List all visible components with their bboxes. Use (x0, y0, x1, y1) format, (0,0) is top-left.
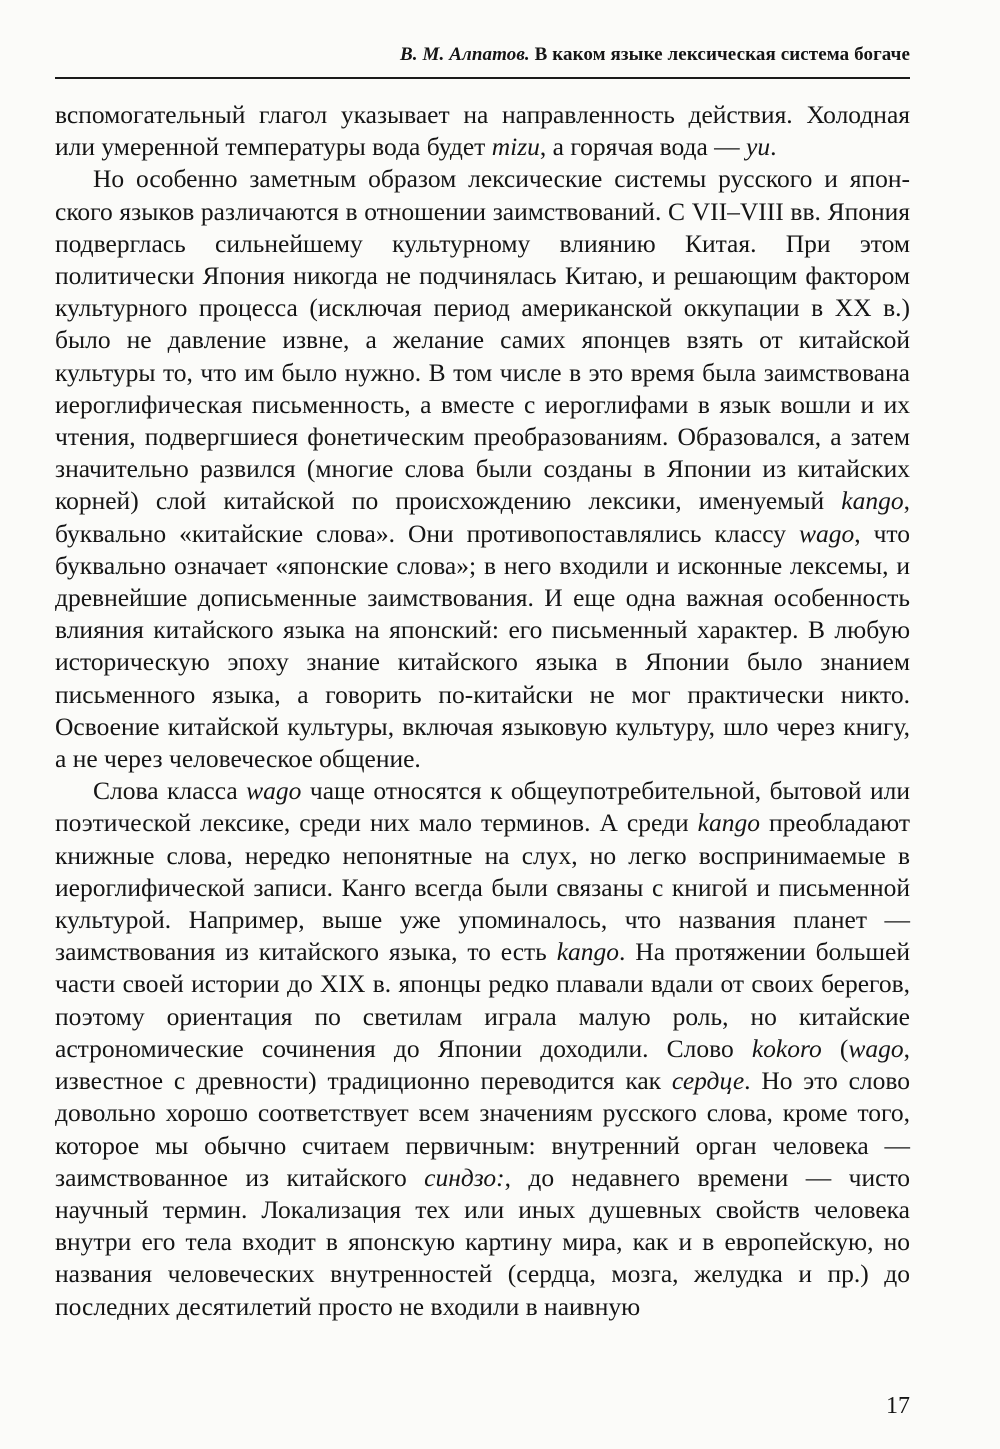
running-head-author: В. М. Алпатов. (400, 44, 530, 65)
italic-term: kango (697, 808, 760, 838)
text-run: вспомогательный глагол указывает на направленность действия. Холодная или умеренной температуры вода будет (55, 100, 910, 162)
body-text (55, 99, 910, 1323)
italic-term: сердце (671, 1066, 745, 1096)
paragraph (55, 99, 910, 163)
text-run: , что буквально означает «японские слова»; в него входили и исконные лексемы, и древнейшие дописьменные заимствования. И еще одна важная особенность влияния китайского языка на японский: его письменный характер. В любую историческую эпоху знание китайского языка в Японии было знанием письменного языка, а говорить по-китайски не мог практически никто. Освоение китайской культуры, включая языковую культуру, шло через книгу, а не через человеческое общение. (55, 518, 910, 774)
text-run: преобладают книжные слова, нередко непонятные на слух, но легко воспринимаемые в иероглифической записи. Канго всегда были связаны с книгой и письменной культурой. Например, выше уже упоминалось, что названия планет — заимствования из китайского языка, то есть (55, 808, 910, 967)
running-head (400, 44, 910, 66)
italic-term: kango (841, 486, 904, 516)
text-run: чаще относятся к общеупотребительной, бытовой или поэтической лексике, среди них мало терминов. А среди (55, 776, 910, 838)
italic-term: wago (848, 1033, 904, 1063)
text-run: Но особенно заметным образом лексические системы русского и японского языков различаются в отношении заимствований. С VII–VIII вв. Япония подверглась сильнейшему культурному влиянию Китая. При этом политически Япония никогда не подчинялась Китаю, и решающим фактором культурного процесса (исключая период американской оккупации в XX в.) было не давление извне, а желание самих японцев взять от китайской культуры то, что им было нужно. В том числе в это время была заимствована иероглифическая письменность, а вместе с иероглифами в язык вошли и их чтения, подвергшиеся фонетическим преобразованиям. Образовался, а затем значительно развился (многие слова были созданы в Японии из китайских корней) слой китайской по происхождению лексики, именуемый (55, 164, 910, 516)
text-run: , известное с древности) традиционно переводится как (55, 1033, 910, 1096)
italic-term: wago (798, 518, 855, 548)
running-head-title: В каком языке лексическая система богаче (534, 44, 910, 65)
page-number: 17 (886, 1393, 910, 1419)
text-run: , буквально «китайские слова». Они противопоставлялись классу (55, 486, 910, 548)
text-run: . Но это слово довольно хорошо соответствует всем значениям русского слова, кроме того, которое мы обычно считаем первичным: внутренний орган человека — заимствованное из китайского (55, 1066, 911, 1192)
italic-term: kokoro (751, 1033, 822, 1063)
text-run: , до недавнего времени — чисто научный термин. Локализация тех или иных душевных свойств человека внутри его тела входит в японскую картину мира, как и в европейскую, но названия человеческих внутренностей (сердца, мозга, желудка и пр.) до последних десятилетий просто не входили в наивную (55, 1162, 911, 1321)
text-run: . На протяжении большей части своей истории до XIX в. японцы редко плавали вдали от своих берегов, поэтому ориентация по светилам играла малую роль, но китайские астрономические сочинения до Японии доходили. Слово (55, 937, 910, 1063)
paragraph (55, 775, 910, 1322)
italic-term: kango (556, 937, 620, 967)
italic-term: wago (246, 776, 302, 806)
italic-term: синдзо: (424, 1162, 505, 1192)
italic-term: mizu (491, 132, 540, 162)
text-run: Слова класса (93, 776, 247, 806)
header-rule (55, 77, 910, 79)
text-run: ( (821, 1033, 849, 1063)
text-run: , а горячая вода — (539, 132, 747, 162)
text-run: . (770, 132, 777, 162)
book-page (55, 0, 910, 1449)
italic-term: yu (746, 132, 771, 162)
paragraph (55, 163, 910, 775)
